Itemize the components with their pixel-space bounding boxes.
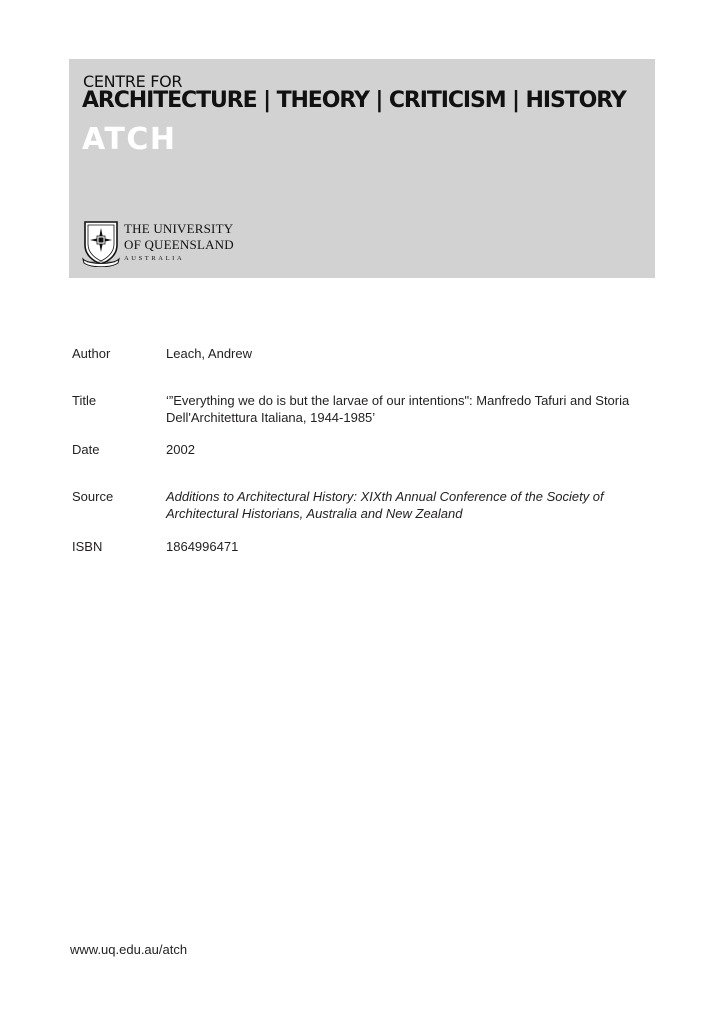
university-crest-icon [81,219,121,267]
university-logo [81,219,271,269]
disciplines-heading: ARCHITECTURE | THEORY | CRITICISM | HISTORY [82,88,626,113]
isbn-label: ISBN [72,539,103,554]
uq-name-line1: THE UNIVERSITY [124,221,234,236]
author-value: Leach, Andrew [166,346,253,361]
date-value: 2002 [166,442,195,457]
source-value: Additions to Architectural History: XIXth Annual Conference of the Society of Architectural Historians, Australia and New Zealand [166,489,604,521]
author-label: Author [72,346,111,361]
footer-url-link[interactable]: www.uq.edu.au/atch [70,942,188,957]
uq-name-line2: OF QUEENSLAND [124,237,234,252]
title-value: ‘”Everything we do is but the larvae of our intentions": Manfredo Tafuri and Storia Dell'Architettura Italiana, 1944-1985’ [166,393,630,425]
header-banner [69,59,655,278]
date-label: Date [72,442,100,457]
title-label: Title [72,393,97,408]
uq-country: AUSTRALIA [124,255,185,262]
isbn-value: 1864996471 [166,539,239,554]
source-label: Source [72,489,114,504]
atch-acronym: ATCH [82,122,177,157]
centre-for-label: CENTRE FOR [83,72,183,91]
